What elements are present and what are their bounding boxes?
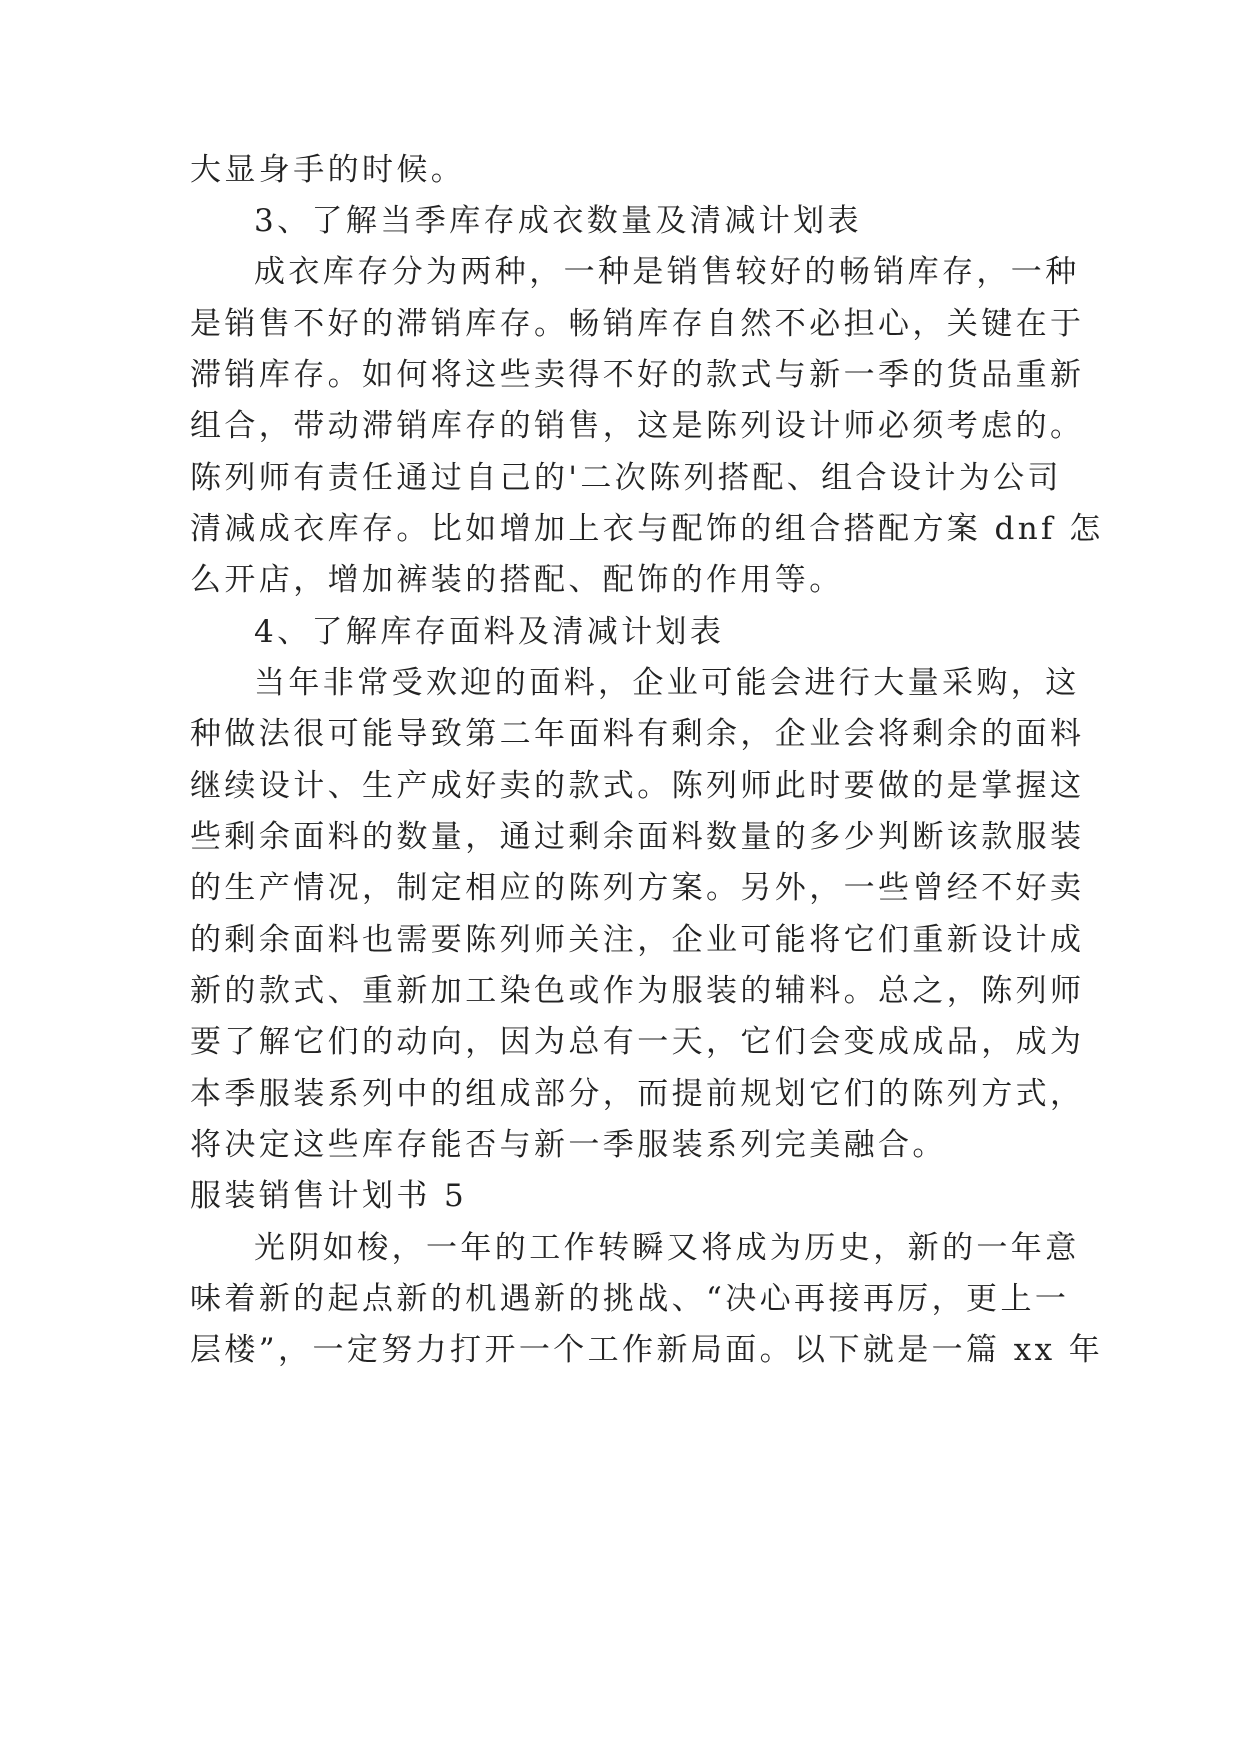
document-title: 服装销售计划书 5 <box>190 1178 468 1214</box>
text-line-20: 将决定这些库存能否与新一季服装系列完美融合。 <box>190 1127 947 1163</box>
text-line-22: 光阴如梭，一年的工作转瞬又将成为历史，新的一年意 <box>254 1230 1080 1266</box>
text-line-16: 的剩余面料也需要陈列师关注，企业可能将它们重新设计成 <box>190 922 1085 958</box>
section-heading-3: 3、了解当季库存成衣数量及清减计划表 <box>254 203 862 239</box>
text-line-23: 味着新的起点新的机遇新的挑战、“决心再接再厉，更上一 <box>190 1281 1070 1317</box>
text-line-12: 种做法很可能导致第二年面料有剩余，企业会将剩余的面料 <box>190 716 1085 752</box>
text-line-11: 当年非常受欢迎的面料，企业可能会进行大量采购，这 <box>254 665 1080 701</box>
text-line-4: 是销售不好的滞销库存。畅销库存自然不必担心，关键在于 <box>190 306 1085 342</box>
text-line-7: 陈列师有责任通过自己的'二次陈列搭配、组合设计为公司 <box>190 460 1062 496</box>
text-line-3: 成衣库存分为两种，一种是销售较好的畅销库存，一种 <box>254 254 1080 290</box>
text-line-14: 些剩余面料的数量，通过剩余面料数量的多少判断该款服装 <box>190 819 1085 855</box>
document-page <box>190 0 1104 1754</box>
text-line-13: 继续设计、生产成好卖的款式。陈列师此时要做的是掌握这 <box>190 768 1085 804</box>
text-line-8: 清减成衣库存。比如增加上衣与配饰的组合搭配方案 dnf 怎 <box>190 511 1104 547</box>
text-line-5: 滞销库存。如何将这些卖得不好的款式与新一季的货品重新 <box>190 357 1085 393</box>
section-heading-4: 4、了解库存面料及清减计划表 <box>254 614 725 650</box>
text-line-18: 要了解它们的动向，因为总有一天，它们会变成成品，成为 <box>190 1024 1085 1060</box>
text-line-1: 大显身手的时候。 <box>190 152 466 188</box>
text-line-15: 的生产情况，制定相应的陈列方案。另外，一些曾经不好卖 <box>190 870 1085 906</box>
text-line-17: 新的款式、重新加工染色或作为服装的辅料。总之，陈列师 <box>190 973 1085 1009</box>
text-line-19: 本季服装系列中的组成部分，而提前规划它们的陈列方式， <box>190 1076 1085 1112</box>
text-line-9: 么开店，增加裤装的搭配、配饰的作用等。 <box>190 562 844 598</box>
text-line-6: 组合，带动滞销库存的销售，这是陈列设计师必须考虑的。 <box>190 408 1085 444</box>
text-line-24: 层楼”，一定努力打开一个工作新局面。以下就是一篇 xx 年 <box>190 1332 1104 1368</box>
